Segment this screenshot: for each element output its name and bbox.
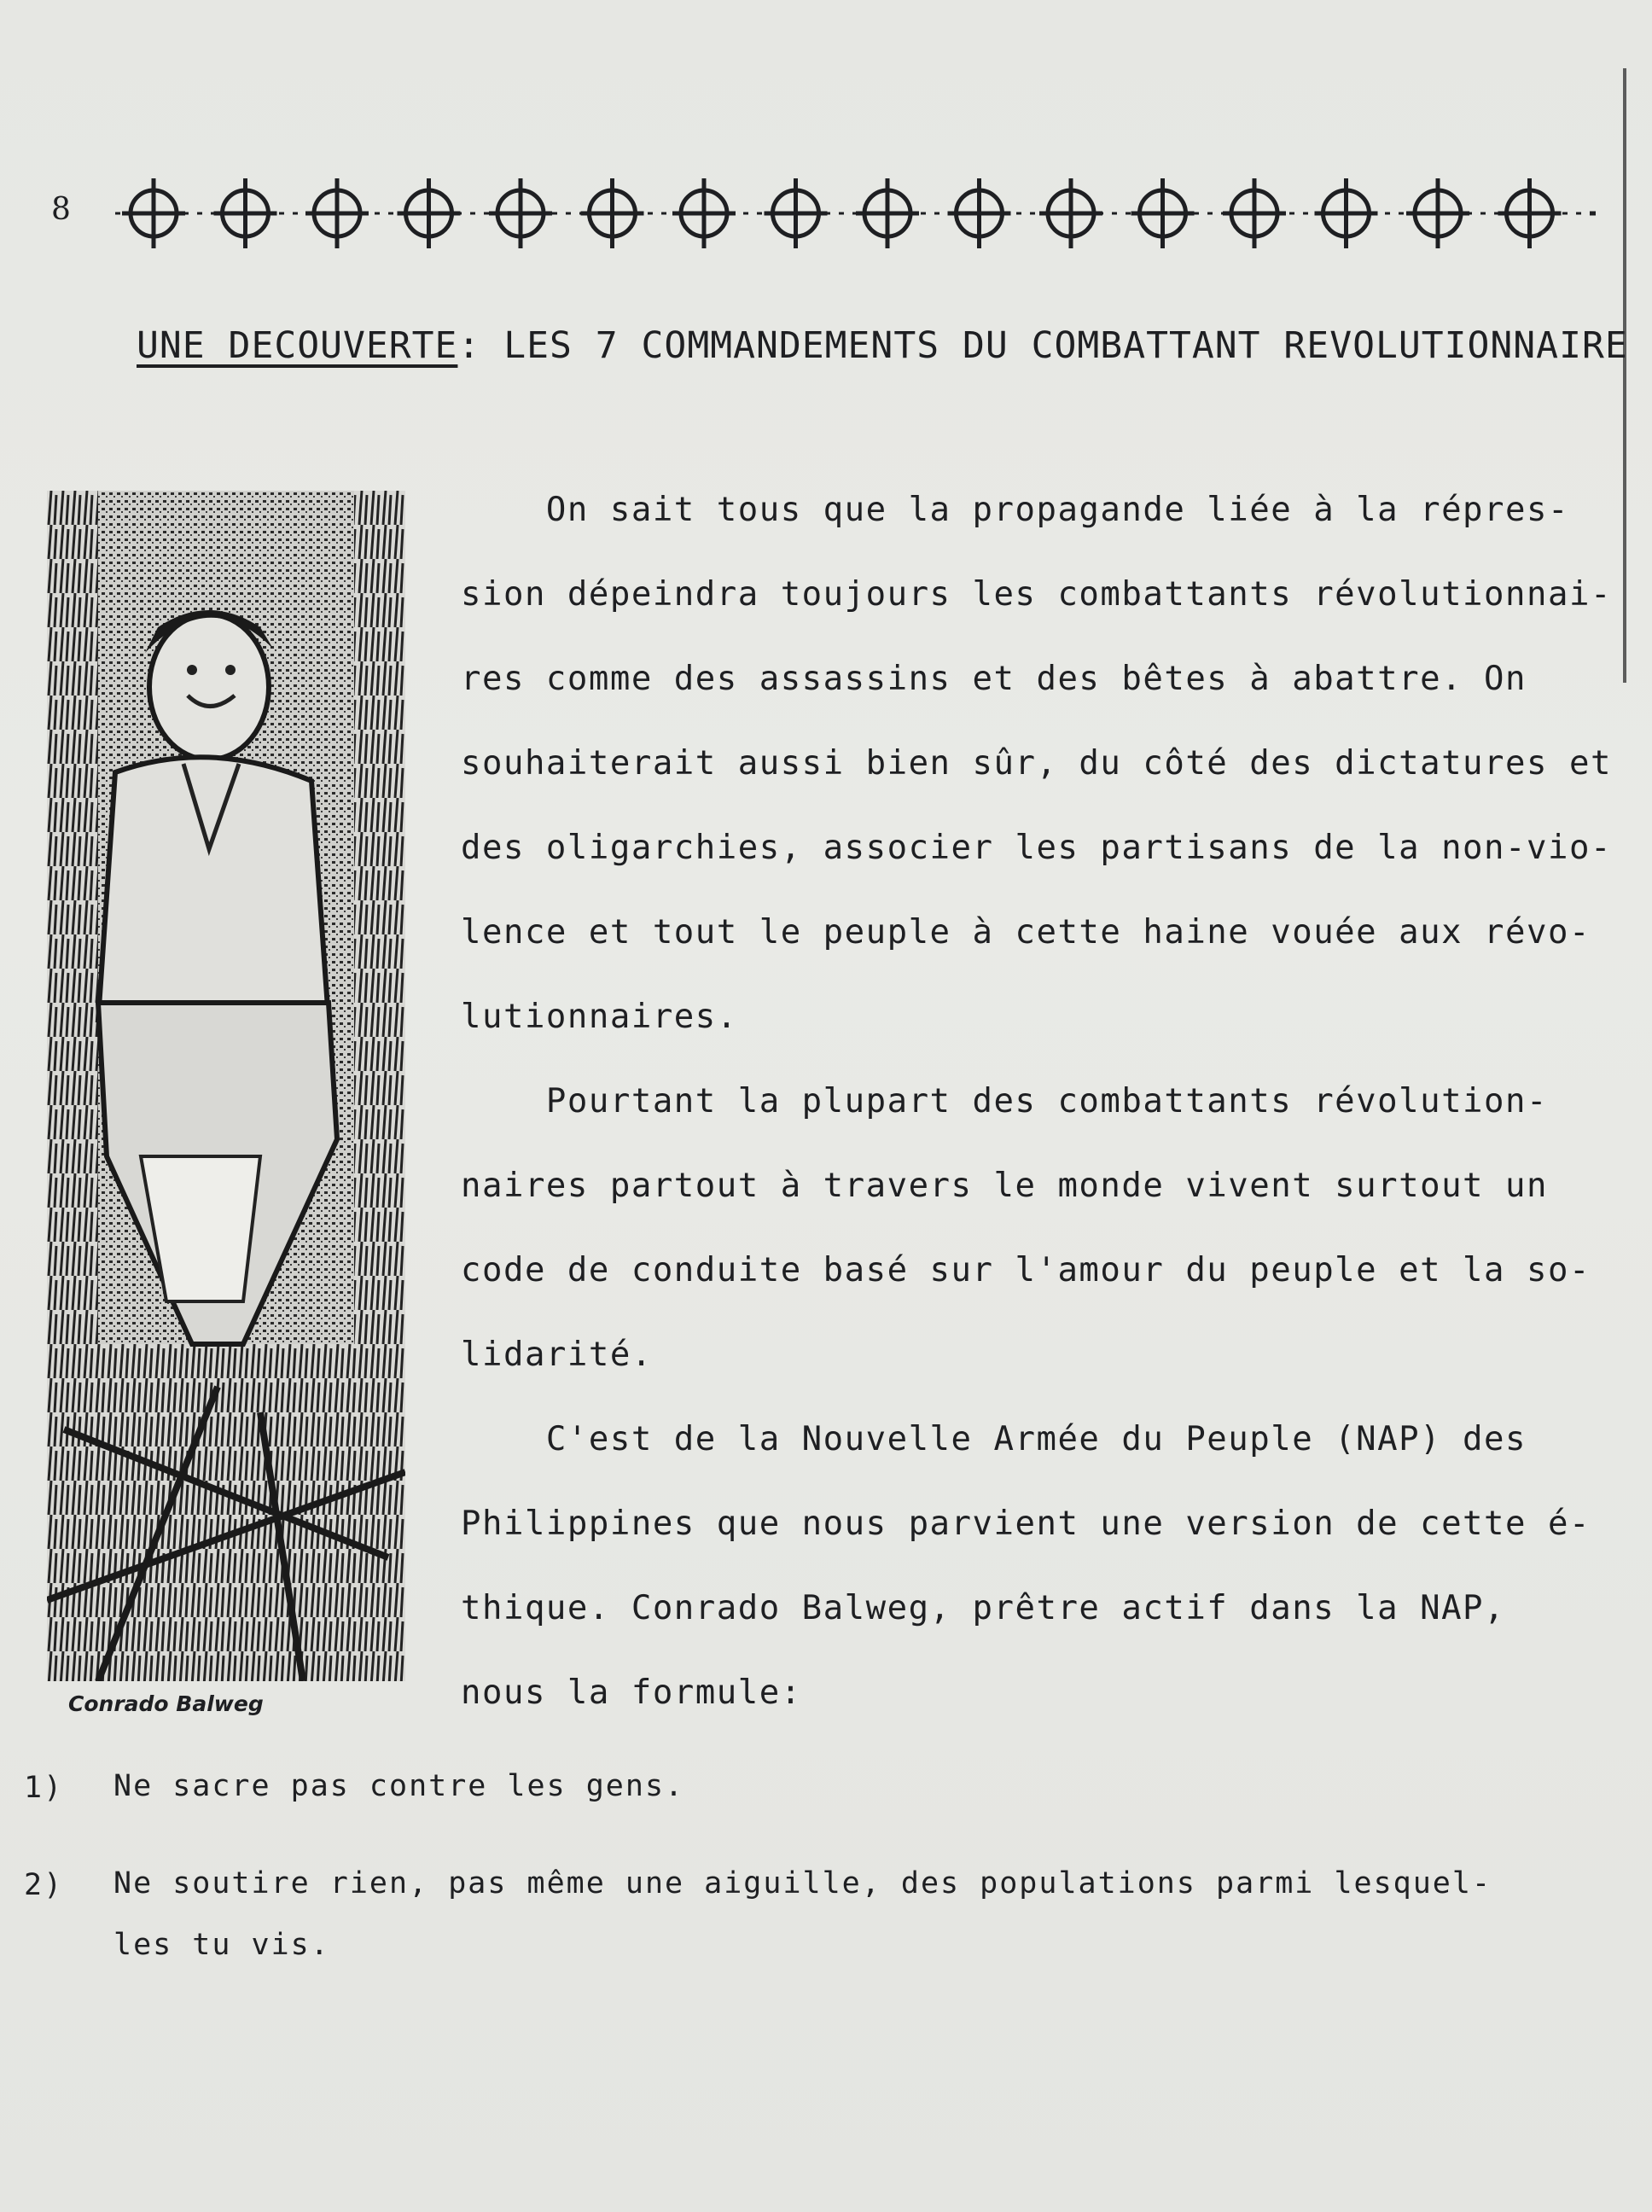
- crosshair-icon: [1131, 178, 1195, 248]
- list-item: [24, 1868, 1628, 1976]
- list-item-text: Ne sacre pas contre les gens.: [113, 1769, 685, 1803]
- body-line: lidarité.: [461, 1336, 653, 1374]
- list-item-number: 2): [24, 1868, 64, 1902]
- page-number: 8: [51, 192, 71, 227]
- crosshair-icon: [398, 178, 461, 248]
- list-item-line: les tu vis.: [113, 1928, 330, 1962]
- decorative-crosshair-rule: [115, 175, 1596, 252]
- page-title: [137, 324, 1628, 367]
- title-rest: : LES 7 COMMANDEMENTS DU COMBATTANT REVOLUTIONNAIRE: [457, 324, 1628, 367]
- body-line: Philippines que nous parvient une version de cette é-: [461, 1505, 1591, 1543]
- photo-caption: Conrado Balweg: [68, 1691, 264, 1716]
- crosshair-icon: [489, 178, 552, 248]
- body-line: thique. Conrado Balweg, prêtre actif dans la NAP,: [461, 1589, 1506, 1627]
- list-item-number: 1): [24, 1771, 64, 1805]
- body-line: souhaiterait aussi bien sûr, du côté des dictatures et: [461, 744, 1612, 783]
- crosshair-icon: [305, 178, 369, 248]
- body-line: On sait tous que la propagande liée à la répres-: [461, 491, 1569, 529]
- photo-image: [47, 491, 405, 1681]
- body-line: naires partout à travers le monde vivent surtout un: [461, 1167, 1548, 1205]
- body-line: nous la formule:: [461, 1674, 802, 1712]
- crosshair-icon: [581, 178, 644, 248]
- crosshair-icon: [948, 178, 1011, 248]
- crosshair-icon: [765, 178, 828, 248]
- body-line: Pourtant la plupart des combattants révolution-: [461, 1082, 1548, 1121]
- body-line: res comme des assassins et des bêtes à abattre. On: [461, 660, 1527, 698]
- body-line: C'est de la Nouvelle Armée du Peuple (NAP) des: [461, 1420, 1527, 1458]
- portrait-photo: [47, 491, 405, 1681]
- crosshair-icon: [122, 178, 185, 248]
- page-edge-shadow: [1623, 68, 1626, 683]
- crosshair-icon: [1590, 178, 1596, 248]
- crosshair-icon: [856, 178, 919, 248]
- body-line: des oligarchies, associer les partisans de la non-vio-: [461, 829, 1612, 867]
- list-item-text: [113, 1853, 1492, 1976]
- body-line: sion dépeindra toujours les combattants révolutionnai-: [461, 575, 1612, 614]
- crosshair-icon: [1315, 178, 1378, 248]
- body-line: lence et tout le peuple à cette haine vouée aux révo-: [461, 913, 1591, 952]
- crosshair-icon: [214, 178, 277, 248]
- crosshair-icon-row: [115, 175, 1596, 252]
- crosshair-icon: [1498, 178, 1562, 248]
- title-underlined: UNE DECOUVERTE: [137, 324, 458, 367]
- body-text: [461, 468, 1621, 1735]
- body-line: lutionnaires.: [461, 998, 738, 1036]
- list-item: [24, 1771, 1628, 1817]
- commandments-list: [24, 1771, 1628, 2027]
- crosshair-icon: [1406, 178, 1469, 248]
- body-line: code de conduite basé sur l'amour du peuple et la so-: [461, 1251, 1591, 1289]
- crosshair-icon: [672, 178, 736, 248]
- crosshair-icon: [1039, 178, 1102, 248]
- crosshair-icon: [1223, 178, 1286, 248]
- list-item-line: Ne soutire rien, pas même une aiguille, des populations parmi lesquel-: [113, 1866, 1492, 1901]
